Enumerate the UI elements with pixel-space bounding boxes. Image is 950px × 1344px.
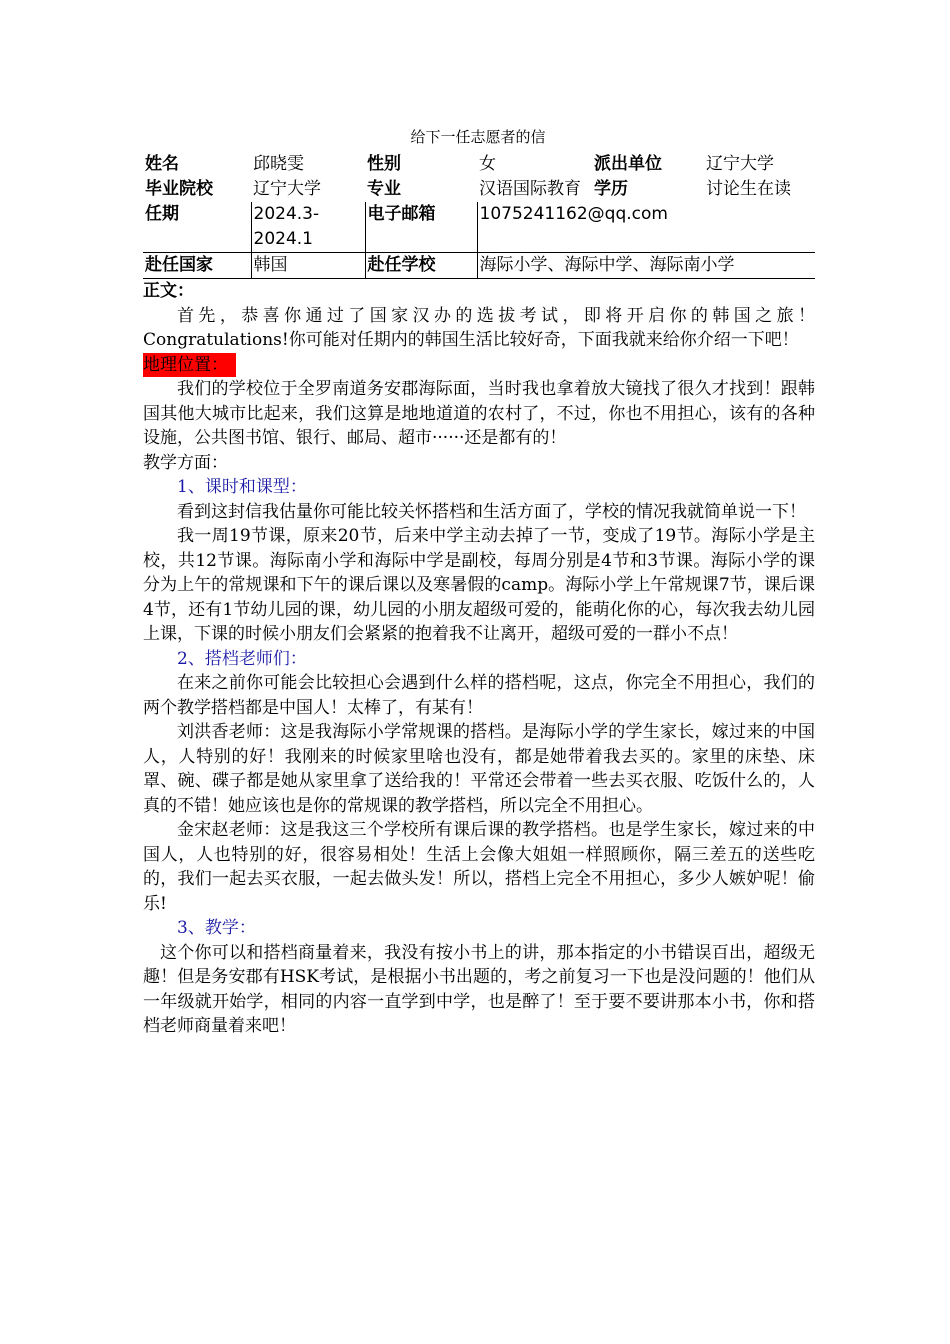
label-dispatch-unit: 派出单位 <box>594 154 662 174</box>
heading-teaching: 教学方面： <box>143 452 228 473</box>
value-country: 韩国 <box>251 253 365 279</box>
value-gender: 女 <box>479 154 496 174</box>
label-degree: 学历 <box>594 179 628 199</box>
paragraph-partners-b: 刘洪香老师：这是我海际小学常规课的搭档。是海际小学的学生家长，嫁过来的中国人，人特别的好！我刚来的时候家里啥也没有，都是她带着我去买的。家里的床垫、床罩、碗、碟子都是她从家里拿了送给我的！平常还会带着一些去买衣服、吃饭什么的，人真的不错！她应该也是你的常规课的教学搭档，所以完全不用担心。 <box>143 722 815 816</box>
section-heading-partners: 2、搭档老师们： <box>177 648 307 669</box>
label-gender: 性别 <box>367 154 401 174</box>
paragraph-intro: 首先，恭喜你通过了国家汉办的选拔考试，即将开启你的韩国之旅！Congratulations!你可能对任期内的韩国生活比较好奇，下面我就来给你介绍一下吧！ <box>143 305 815 350</box>
value-dispatch-unit: 辽宁大学 <box>706 154 774 174</box>
info-row-term <box>143 202 815 253</box>
value-degree: 讨论生在读 <box>706 179 791 199</box>
paragraph-partners-a: 在来之前你可能会比较担心会遇到什么样的搭档呢，这点，你完全不用担心，我们的两个教学搭档都是中国人！太棒了，有某有！ <box>143 673 815 718</box>
label-assigned-school: 赴任学校 <box>365 253 477 279</box>
value-email: 1075241162@qq.com <box>477 202 815 253</box>
letter-page <box>143 122 815 1039</box>
value-name: 邱晓雯 <box>253 154 304 174</box>
label-country: 赴任国家 <box>143 253 251 279</box>
heading-geo-location: 地理位置： <box>143 353 236 378</box>
value-term: 2024.3-2024.1 <box>251 202 365 253</box>
value-assigned-school: 海际小学、海际中学、海际南小学 <box>477 253 815 279</box>
label-term: 任期 <box>145 204 179 224</box>
paragraph-teaching: 这个你可以和搭档商量着来，我没有按小书上的讲，那本指定的小书错误百出，超级无趣！但是务安郡有HSK考试，是根据小书出题的，考之前复习一下也是没问题的！他们从一年级就开始学，相同的内容一直学到中学，也是醉了！至于要不要讲那本小书，你和搭档老师商量着来吧！ <box>143 942 815 1036</box>
letter-title: 给下一任志愿者的信 <box>410 128 546 146</box>
label-major: 专业 <box>367 179 401 199</box>
info-row-country <box>143 253 815 279</box>
section-heading-teaching: 3、教学： <box>177 918 256 938</box>
heading-main-text: 正文： <box>143 281 194 301</box>
value-major: 汉语国际教育 <box>479 179 581 199</box>
paragraph-hours-b: 我一周19节课，原来20节，后来中学主动去掉了一节，变成了19节。海际小学是主校，共12节课。海际南小学和海际中学是副校，每周分别是4节和3节课。海际小学的课分为上午的常规课和下午的课后课以及寒暑假的camp。海际小学上午常规课7节，课后课4节，还有1节幼儿园的课，幼儿园的小朋友超级可爱的，能萌化你的心，每次我去幼儿园上课，下课的时候小朋友们会紧紧的抱着我不让离开，超级可爱的一群小不点！ <box>143 526 815 644</box>
info-row-school <box>143 177 815 202</box>
paragraph-partners-c: 金宋赵老师：这是我这三个学校所有课后课的教学搭档。也是学生家长，嫁过来的中国人，人也特别的好，很容易相处！生活上会像大姐姐一样照顾你，隔三差五的送些吃的，我们一起去买衣服，一起去做头发！所以，搭档上完全不用担心，多少人嫉妒呢！偷乐! <box>143 820 815 914</box>
value-graduate-school: 辽宁大学 <box>253 179 321 199</box>
label-graduate-school: 毕业院校 <box>145 179 213 199</box>
paragraph-geo: 我们的学校位于全罗南道务安郡海际面，当时我也拿着放大镜找了很久才找到！跟韩国其他大城市比起来，我们这算是地地道道的农村了，不过，你也不用担心，该有的各种设施，公共图书馆、银行、邮局、超市······还是都有的！ <box>143 379 815 448</box>
paragraph-hours-a: 看到这封信我估量你可能比较关怀搭档和生活方面了，学校的情况我就简单说一下！ <box>177 501 806 522</box>
label-email: 电子邮箱 <box>365 202 477 253</box>
volunteer-info-table <box>143 152 815 279</box>
info-row-name <box>143 152 815 177</box>
section-heading-hours: 1、课时和课型： <box>177 477 307 497</box>
label-name: 姓名 <box>145 154 179 174</box>
